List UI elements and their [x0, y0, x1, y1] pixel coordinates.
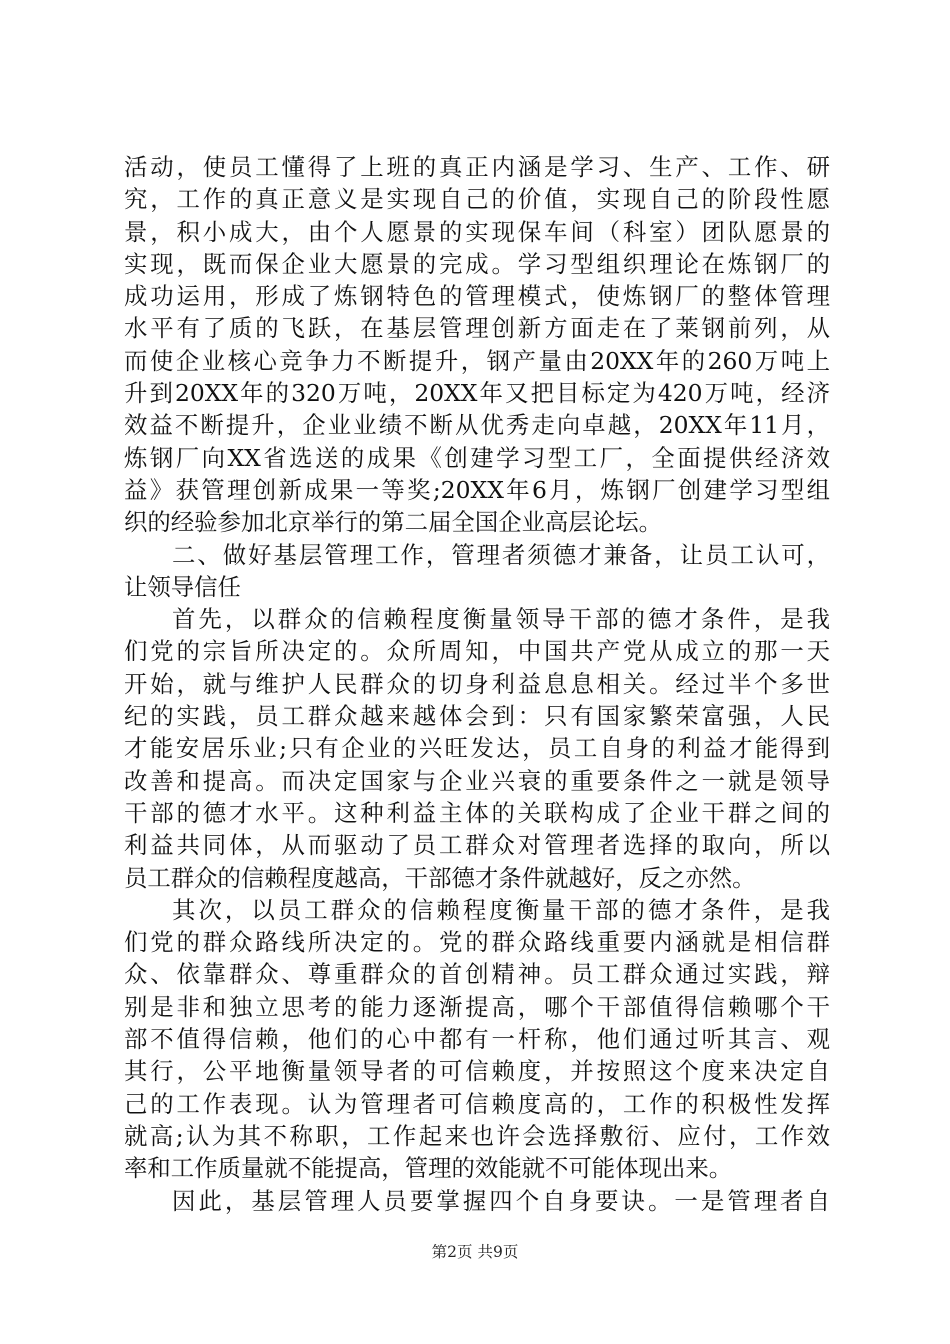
- text-line: 景，积小成大，由个人愿景的实现保车间（科室）团队愿景的: [124, 217, 830, 246]
- text-line: 因此，基层管理人员要掌握四个自身要诀。一是管理者自: [172, 1186, 830, 1215]
- text-line: 员工群众的信赖程度越高，干部德才条件就越好，反之亦然。: [124, 863, 756, 892]
- page-number-footer: 第2页 共9页: [431, 1243, 519, 1261]
- text-line: 活动，使员工懂得了上班的真正内涵是学习、生产、工作、研: [124, 153, 830, 181]
- text-line: 利益共同体，从而驱动了员工群众对管理者选择的取向，所以: [124, 831, 830, 860]
- text-line: 己的工作表现。认为管理者可信赖度高的，工作的积极性发挥: [124, 1089, 830, 1118]
- text-line: 织的经验参加北京举行的第二届全国企业高层论坛。: [124, 508, 662, 537]
- text-line: 干部的德才水平。这种利益主体的关联构成了企业干群之间的: [124, 798, 830, 827]
- text-line: 才能安居乐业;只有企业的兴旺发达，员工自身的利益才能得到: [124, 734, 830, 763]
- section-heading: [124, 539, 830, 604]
- text-line: 就高;认为其不称职，工作起来也许会选择敷衍、应付，工作效: [124, 1121, 830, 1150]
- text-line: 们党的群众路线所决定的。党的群众路线重要内涵就是相信群: [124, 928, 830, 957]
- text-line: 别是非和独立思考的能力逐渐提高，哪个干部值得信赖哪个干: [124, 992, 830, 1021]
- text-line: 众、依靠群众、尊重群众的首创精神。员工群众通过实践，辩: [124, 960, 830, 989]
- text-line: 效益不断提升，企业业绩不断从优秀走向卓越，20XX年11月，: [124, 411, 830, 440]
- text-line: 成功运用，形成了炼钢特色的管理模式，使炼钢厂的整体管理: [124, 282, 830, 311]
- text-line: 们党的宗旨所决定的。众所周知，中国共产党从成立的那一天: [124, 637, 830, 666]
- text-line: 升到20XX年的320万吨，20XX年又把目标定为420万吨，经济: [124, 379, 830, 408]
- text-line: 率和工作质量就不能提高，管理的效能就不可能体现出来。: [124, 1154, 733, 1183]
- paragraph: [124, 894, 830, 1185]
- text-line: 炼钢厂向XX省选送的成果《创建学习型工厂，全面提供经济效: [124, 443, 830, 472]
- text-line: 首先，以群众的信赖程度衡量领导干部的德才条件，是我: [172, 605, 830, 634]
- paragraph: [124, 151, 830, 539]
- text-line: 实现，既而保企业大愿景的完成。学习型组织理论在炼钢厂的: [124, 249, 830, 278]
- text-line: 让领导信任: [124, 572, 241, 601]
- text-line: 其次，以员工群众的信赖程度衡量干部的德才条件，是我: [172, 895, 830, 924]
- text-line: 部不值得信赖，他们的心中都有一杆称，他们通过听其言、观: [124, 1025, 830, 1054]
- text-line: 其行，公平地衡量领导者的可信赖度，并按照这个度来决定自: [124, 1057, 830, 1086]
- paragraph: [124, 603, 830, 894]
- text-line: 水平有了质的飞跃，在基层管理创新方面走在了莱钢前列，从: [124, 314, 830, 343]
- text-line: 纪的实践，员工群众越来越体会到：只有国家繁荣富强，人民: [124, 702, 830, 731]
- text-line: 开始，就与维护人民群众的切身利益息息相关。经过半个多世: [124, 669, 830, 698]
- text-line: 而使企业核心竞争力不断提升，钢产量由20XX年的260万吨上: [124, 346, 830, 375]
- text-line: 改善和提高。而决定国家与企业兴衰的重要条件之一就是领导: [124, 766, 830, 795]
- text-line: 益》获管理创新成果一等奖;20XX年6月，炼钢厂创建学习型组: [124, 475, 830, 504]
- paragraph: [124, 1185, 830, 1217]
- text-line: 究，工作的真正意义是实现自己的价值，实现自己的阶段性愿: [124, 185, 830, 214]
- text-line: 二、做好基层管理工作，管理者须德才兼备，让员工认可，: [172, 540, 830, 569]
- document-body: [124, 151, 830, 1217]
